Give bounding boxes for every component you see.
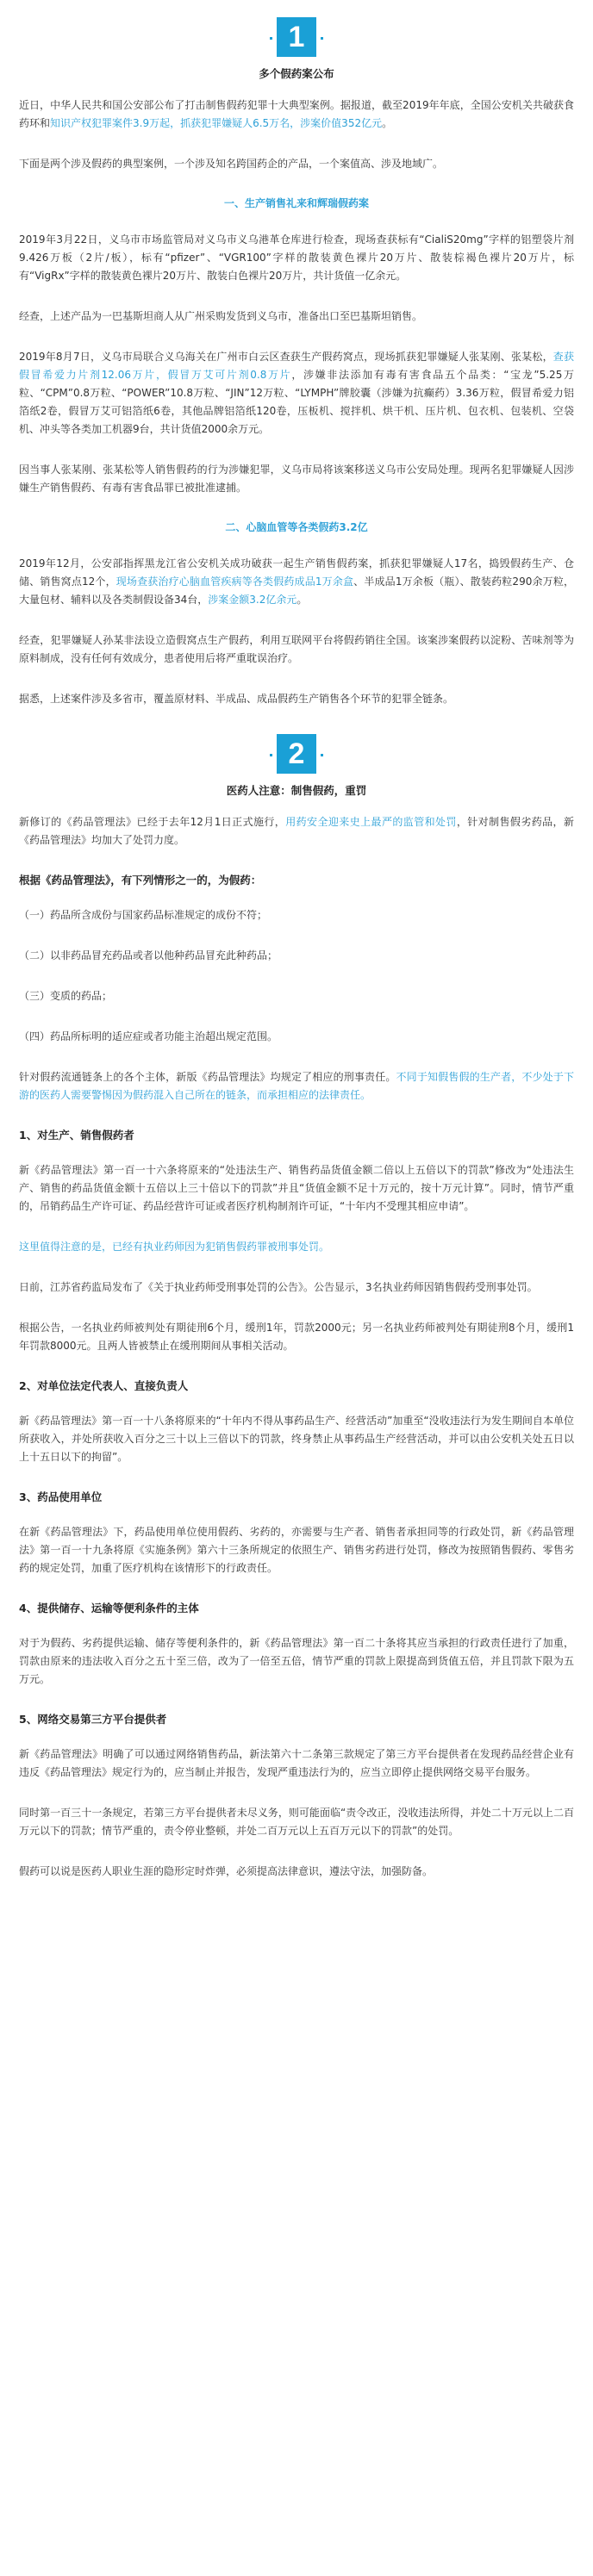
paragraph: 因当事人张某刚、张某松等人销售假药的行为涉嫌犯罪，义乌市局将该案移送义乌市公安局处理。现两名犯罪嫌疑人因涉嫌生产销售假药、有毒有害食品罪已被批准逮捕。 (19, 464, 574, 494)
paragraph: 对于为假药、劣药提供运输、储存等便利条件的，新《药品管理法》第一百二十条将其应当承担的行政责任进行了加重，罚款由原来的违法收入百分之五十至三倍，改为了一倍至五倍，情节严重的罚款上限提高到货值五倍，并且罚款下限为五万元。 (19, 1637, 574, 1685)
paragraph: 假药可以说是医药人职业生涯的隐形定时炸弹，必须提高法律意识，遵法守法，加强防备。 (19, 1865, 434, 1877)
paragraph: 2019年8月7日，义乌市局联合义乌海关在广州市白云区查获生产假药窝点，现场抓获犯罪嫌疑人张某刚、张某松，查获假冒希爱力片剂12.06万片，假冒万艾可片剂0.8万片，涉嫌非法添加有毒有害食品五个品类：“宝龙”5.25万粒、“CPM”0.8万粒、“POWER”10.8万粒、“JIN”12万粒、“LYMPH”牌胶囊（涉嫌为抗癫药）3.36万粒，假冒希爱力铝箔纸2卷，假冒万艾可铝箔纸6卷，其他品牌铝箔纸120卷，压板机、搅拌机、烘干机、压片机、包衣机、包装机、空袋机、冲头等各类加工机器9台，共计货值2000余万元。 (19, 351, 574, 435)
highlight-text: 知识产权犯罪案件3.9万起，抓获犯罪嫌疑人6.5万名，涉案价值352亿元 (50, 117, 383, 129)
paragraph: 针对假药流通链条上的各个主体，新版《药品管理法》均规定了相应的刑事责任。不同于知假售假的生产者，不少处于下游的医药人需要警惕因为假药混入自己所在的链条，而承担相应的法律责任。 (19, 1071, 574, 1101)
section-1-body (16, 96, 577, 708)
section-title: 医药人注意：制售假药，重罚 (226, 784, 367, 797)
section-number-badge: 2 (277, 734, 316, 774)
list-item: （四）药品所标明的适应症或者功能主治超出规定范围。 (19, 1030, 278, 1042)
highlight-text: 查获假冒希爱力片剂12.06万片，假冒万艾可片剂0.8万片 (19, 351, 574, 381)
paragraph: 在新《药品管理法》下，药品使用单位使用假药、劣药的，亦需要与生产者、销售者承担同等的行政处罚，新《药品管理法》第一百一十九条将原《实施条例》第六十三条所规定的依照生产、销售劣药进行处罚，修改为按照销售假药、零售劣药的规定处罚，加重了医疗机构在该情形下的行政责任。 (19, 1526, 574, 1574)
section-number-badge: 1 (277, 17, 316, 57)
highlight-text: 现场查获治疗心脑血管疾病等各类假药成品1万余盒 (115, 576, 354, 588)
highlight-text: 用药安全迎来史上最严的监管和处罚 (285, 816, 457, 828)
paragraph: 新修订的《药品管理法》已经于去年12月1日正式施行，用药安全迎来史上最严的监管和处罚，针对制售假劣药品，新《药品管理法》均加大了处罚力度。 (19, 816, 574, 846)
list-item: （二）以非药品冒充药品或者以他种药品冒充此种药品； (19, 949, 278, 961)
subheading: 一、生产销售礼来和辉瑞假药案 (223, 197, 369, 209)
bold-heading: 5、网络交易第三方平台提供者 (19, 1713, 167, 1726)
list-item: （一）药品所含成份与国家药品标准规定的成份不符； (19, 909, 268, 921)
paragraph: 2019年3月22日，义乌市市场监管局对义乌市义乌港革仓库进行检查，现场查获标有“CialiS20mg”字样的铝塑袋片剂9.426万板（2片/板），标有“pfizer”、“VGR100”字样的散装黄色裸片20万片、散装棕褐色裸片20万片，标有“VigRx”字样的散装黄色裸片20万片、散装白色裸片20万片，共计货值一亿余元。 (19, 233, 574, 282)
bold-heading: 2、对单位法定代表人、直接负责人 (19, 1379, 189, 1392)
paragraph: 日前，江苏省药监局发布了《关于执业药师受刑事处罚的公告》。公告显示，3名执业药师因销售假药受刑事处罚。 (19, 1281, 538, 1293)
subheading: 二、心脑血管等各类假药3.2亿 (225, 521, 368, 533)
section-2 (0, 734, 593, 1881)
paragraph: 根据公告，一名执业药师被判处有期徒刑6个月，缓刑1年，罚款2000元；另一名执业药师被判处有期徒刑8个月，缓刑1年罚款8000元。且两人皆被禁止在缓刑期间从事相关活动。 (19, 1322, 574, 1352)
bold-heading: 3、药品使用单位 (19, 1490, 103, 1503)
section-1 (0, 0, 593, 708)
bold-heading: 4、提供储存、运输等便利条件的主体 (19, 1602, 199, 1615)
section-title: 多个假药案公布 (259, 67, 334, 80)
paragraph: 2019年12月，公安部指挥黑龙江省公安机关成功破获一起生产销售假药案，抓获犯罪嫌疑人17名，捣毁假药生产、仓储、销售窝点12个，现场查获治疗心脑血管疾病等各类假药成品1万余盒、半成品1万余板（瓶）、散装药粒290余万粒，大量包材、辅料以及各类制假设备34台，涉案金额3.2亿余元。 (19, 557, 574, 606)
paragraph: 经查，犯罪嫌疑人孙某非法设立造假窝点生产假药，利用互联网平台将假药销往全国。该案涉案假药以淀粉、苦味剂等为原料制成，没有任何有效成分，患者使用后将严重耽误治疗。 (19, 634, 574, 664)
bold-heading: 1、对生产、销售假药者 (19, 1129, 134, 1142)
highlight-text: 不同于知假售假的生产者，不少处于下游的医药人需要警惕因为假药混入自己所在的链条，而承担相应的法律责任。 (19, 1071, 574, 1101)
paragraph: 经查，上述产品为一巴基斯坦商人从广州采购发货到义乌市，准备出口至巴基斯坦销售。 (19, 310, 423, 322)
list-item: （三）变质的药品； (19, 990, 113, 1002)
bold-heading: 根据《药品管理法》，有下列情形之一的，为假药： (19, 874, 262, 887)
paragraph: 下面是两个涉及假药的典型案例，一个涉及知名跨国药企的产品，一个案值高、涉及地域广。 (19, 158, 444, 170)
section-2-body (16, 813, 577, 1881)
highlight-paragraph: 这里值得注意的是，已经有执业药师因为犯销售假药罪被刑事处罚。 (19, 1241, 330, 1253)
paragraph: 近日，中华人民共和国公安部公布了打击制售假药犯罪十大典型案例。据报道，截至2019年年底，全国公安机关共破获食药环和知识产权犯罪案件3.9万起，抓获犯罪嫌疑人6.5万名，涉案价值352亿元。 (19, 99, 574, 129)
highlight-text: 涉案金额3.2亿余元 (208, 594, 297, 606)
paragraph: 同时第一百三十一条规定，若第三方平台提供者未尽义务，则可能面临“责令改正，没收违法所得，并处二十万元以上二百万元以下的罚款；情节严重的，责令停业整顿，并处二百万元以上五百万元以下的罚款”的处罚。 (19, 1807, 574, 1837)
paragraph: 新《药品管理法》第一百一十六条将原来的“处违法生产、销售药品货值金额二倍以上五倍以下的罚款”修改为“处违法生产、销售的药品货值金额十五倍以上三十倍以下的罚款”并且“货值金额不足十万元的，按十万元计算”。同时，情节严重的，吊销药品生产许可证、药品经营许可证或者医疗机构制剂许可证，“十年内不受理其相应申请”。 (19, 1164, 574, 1212)
paragraph: 新《药品管理法》明确了可以通过网络销售药品，新法第六十二条第三款规定了第三方平台提供者在发现药品经营企业有违反《药品管理法》规定行为的，应当制止并报告，发现严重违法行为的，应当立即停止提供网络交易平台服务。 (19, 1748, 574, 1778)
paragraph: 据悉，上述案件涉及多省市，覆盖原材料、半成品、成品假药生产销售各个环节的犯罪全链条。 (19, 693, 454, 705)
paragraph: 新《药品管理法》第一百一十八条将原来的“十年内不得从事药品生产、经营活动”加重至“没收违法行为发生期间自本单位所获收入，并处所获收入百分之三十以上三倍以下的罚款，终身禁止从事药品生产经营活动，并可以由公安机关处五日以上十五日以下的拘留”。 (19, 1415, 574, 1463)
